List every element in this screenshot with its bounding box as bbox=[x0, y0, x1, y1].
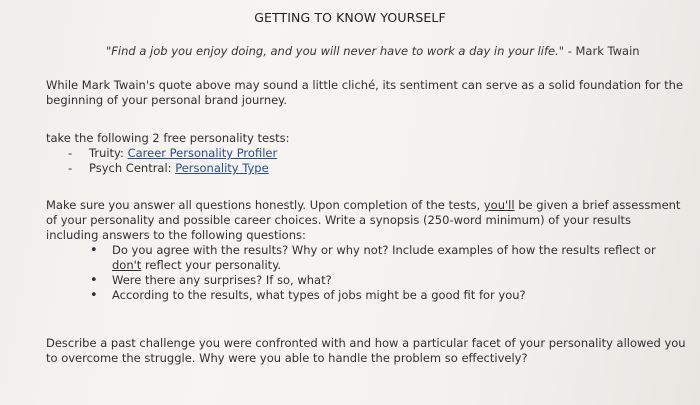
quote-text: "Find a job you enjoy doing, and you will never have to work a day in your life." bbox=[106, 44, 565, 58]
tests-heading: take the following 2 free personality tests: bbox=[46, 131, 290, 145]
bullet-dot-icon: • bbox=[90, 288, 98, 303]
career-personality-profiler-link[interactable]: Career Personality Profiler bbox=[127, 146, 278, 160]
instructions-text: be given a brief assessment of your personality and possible career choices. Write a synopsis (250-word minimum) of your results including answers to the following questions: bbox=[46, 198, 681, 242]
test-source: Truity: bbox=[89, 146, 128, 160]
question-text: Were there any surprises? If so, what? bbox=[112, 273, 332, 287]
bullet-dot-icon: • bbox=[90, 243, 98, 258]
personality-type-link[interactable]: Personality Type bbox=[175, 161, 269, 175]
tests-list bbox=[46, 146, 686, 176]
list-item bbox=[46, 243, 686, 273]
test-source: Psych Central: bbox=[89, 161, 176, 175]
instructions-section bbox=[46, 198, 686, 303]
dash-bullet-icon: - bbox=[68, 146, 73, 160]
underlined-word: you'll bbox=[483, 198, 515, 212]
question-text: reflect your personality. bbox=[141, 258, 282, 272]
intro-paragraph: While Mark Twain's quote above may sound a little cliché, its sentiment can serve as a solid foundation for the beginning of your personal brand journey. bbox=[46, 78, 684, 107]
list-item bbox=[46, 146, 686, 161]
question-text: Do you agree with the results? Why or why not? Include examples of how the results reflect or bbox=[112, 243, 656, 257]
closing-paragraph: Describe a past challenge you were confronted with and how a particular facet of your personality allowed you to overcome the struggle. Why were you able to handle the problem so effectively? bbox=[46, 336, 686, 365]
tests-section bbox=[46, 131, 686, 176]
list-item bbox=[46, 273, 686, 288]
list-item bbox=[46, 288, 686, 303]
page-title: GETTING TO KNOW YOURSELF bbox=[254, 10, 446, 25]
instructions-paragraph bbox=[46, 198, 686, 243]
questions-list bbox=[46, 243, 686, 303]
mark-twain-quote bbox=[106, 44, 640, 59]
underlined-word: don't bbox=[112, 258, 142, 272]
instructions-text: Make sure you answer all questions honestly. Upon completion of the tests, bbox=[46, 198, 484, 212]
quote-author: - Mark Twain bbox=[564, 44, 640, 58]
question-text: According to the results, what types of jobs might be a good fit for you? bbox=[112, 288, 526, 302]
dash-bullet-icon: - bbox=[68, 161, 73, 175]
list-item bbox=[46, 161, 686, 176]
bullet-dot-icon: • bbox=[90, 273, 98, 288]
